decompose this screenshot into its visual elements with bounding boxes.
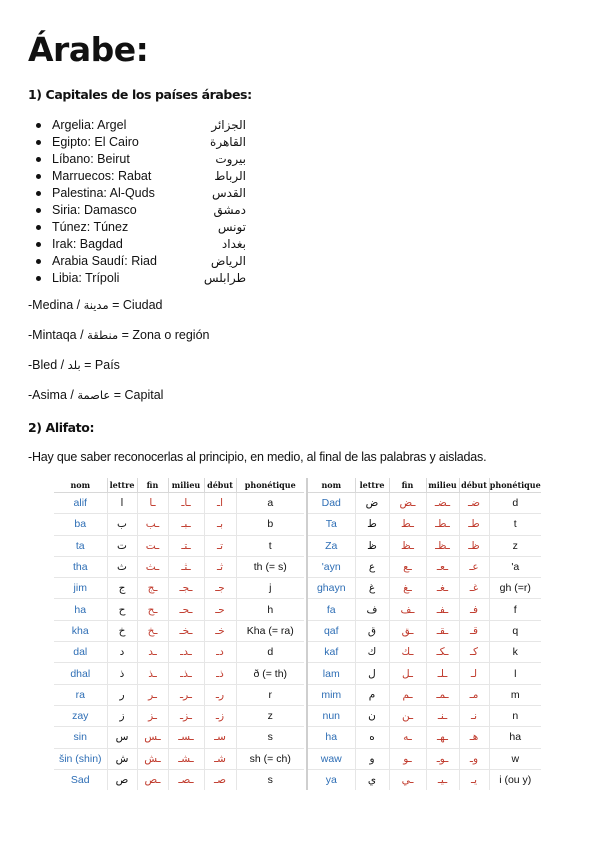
letter-final: ـف	[389, 599, 426, 620]
bullet-icon	[36, 123, 41, 128]
alphabet-table-left	[54, 478, 304, 790]
table-header-row	[307, 478, 541, 493]
capital-spanish: Líbano: Beirut	[52, 152, 130, 166]
table-row	[307, 599, 541, 620]
vocab-meaning: = Ciudad	[108, 298, 163, 312]
letter-final: ـي	[389, 769, 426, 790]
letter-phonetic: j	[236, 578, 304, 599]
capital-spanish: Arabia Saudí: Riad	[52, 254, 157, 268]
letter-phonetic: ha	[489, 727, 541, 748]
letter-initial: شـ	[204, 748, 236, 769]
letter-final: ـط	[389, 514, 426, 535]
header-fin: fin	[137, 478, 168, 493]
letter-name: ba	[54, 514, 107, 535]
vocab-meaning: = País	[80, 358, 120, 372]
letter-medial: ـسـ	[168, 727, 204, 748]
bullet-icon	[36, 225, 41, 230]
vocab-term: -Asima /	[28, 388, 78, 402]
letter-final: ـظ	[389, 535, 426, 556]
header-fin: fin	[389, 478, 426, 493]
letter-phonetic: l	[489, 663, 541, 684]
capital-arabic: الرباط	[214, 169, 246, 183]
letter-medial: ـزـ	[168, 705, 204, 726]
bullet-icon	[36, 174, 41, 179]
letter-name: dhal	[54, 663, 107, 684]
table-row	[307, 727, 541, 748]
letter-initial: رـ	[204, 684, 236, 705]
letter-medial: ـتـ	[168, 535, 204, 556]
letter-medial: ـدـ	[168, 642, 204, 663]
letter-final: ـو	[389, 748, 426, 769]
letter-phonetic: ð (= th)	[236, 663, 304, 684]
letter-name: Za	[307, 535, 355, 556]
bullet-icon	[36, 140, 41, 145]
letter-initial: غـ	[459, 578, 489, 599]
letter-final: ـم	[389, 684, 426, 705]
letter-isolated: ش	[107, 748, 137, 769]
table-row	[307, 620, 541, 641]
letter-phonetic: t	[489, 514, 541, 535]
capital-spanish: Egipto: El Cairo	[52, 135, 139, 149]
letter-final: ـس	[137, 727, 168, 748]
capital-arabic: طرابلس	[203, 271, 246, 285]
letter-medial: ـثـ	[168, 556, 204, 577]
letter-phonetic: sh (= ch)	[236, 748, 304, 769]
letter-isolated: ب	[107, 514, 137, 535]
letter-final: ـص	[137, 769, 168, 790]
letter-final: ـخ	[137, 620, 168, 641]
letter-final: ـش	[137, 748, 168, 769]
alphabet-table-right	[306, 478, 541, 790]
letter-name: ha	[54, 599, 107, 620]
letter-initial: بـ	[204, 514, 236, 535]
letter-isolated: خ	[107, 620, 137, 641]
letter-phonetic: d	[489, 493, 541, 514]
header-debut: début	[204, 478, 236, 493]
bullet-icon	[36, 259, 41, 264]
letter-medial: ـجـ	[168, 578, 204, 599]
letter-initial: سـ	[204, 727, 236, 748]
letter-initial: هـ	[459, 727, 489, 748]
letter-initial: عـ	[459, 556, 489, 577]
table-row	[307, 748, 541, 769]
capital-spanish: Palestina: Al-Quds	[52, 186, 155, 200]
letter-phonetic: s	[236, 727, 304, 748]
letter-name: mim	[307, 684, 355, 705]
bullet-icon	[36, 242, 41, 247]
letter-phonetic: f	[489, 599, 541, 620]
letter-isolated: ع	[355, 556, 389, 577]
letter-initial: جـ	[204, 578, 236, 599]
table-row	[307, 642, 541, 663]
letter-final: ـر	[137, 684, 168, 705]
header-lettre: lettre	[355, 478, 389, 493]
letter-initial: صـ	[204, 769, 236, 790]
vocab-term: -Mintaqa /	[28, 328, 88, 342]
letter-final: ـض	[389, 493, 426, 514]
letter-isolated: ض	[355, 493, 389, 514]
letter-medial: ـلـ	[426, 663, 459, 684]
letter-final: ـق	[389, 620, 426, 641]
vocab-term: -Bled /	[28, 358, 68, 372]
capital-spanish: Marruecos: Rabat	[52, 169, 152, 183]
letter-isolated: ا	[107, 493, 137, 514]
letter-initial: خـ	[204, 620, 236, 641]
letter-medial: ـعـ	[426, 556, 459, 577]
letter-isolated: ه	[355, 727, 389, 748]
capital-arabic: الرياض	[210, 254, 246, 268]
letter-medial: ـطـ	[426, 514, 459, 535]
letter-initial: قـ	[459, 620, 489, 641]
table-row	[54, 599, 304, 620]
capital-arabic: دمشق	[213, 203, 246, 217]
letter-initial: اـ	[204, 493, 236, 514]
letter-medial: ـذـ	[168, 663, 204, 684]
letter-phonetic: q	[489, 620, 541, 641]
letter-medial: ـصـ	[168, 769, 204, 790]
table-row	[54, 642, 304, 663]
table-row	[307, 705, 541, 726]
letter-isolated: ح	[107, 599, 137, 620]
letter-medial: ـضـ	[426, 493, 459, 514]
letter-medial: ـرـ	[168, 684, 204, 705]
letter-initial: كـ	[459, 642, 489, 663]
letter-name: ya	[325, 774, 337, 786]
letter-isolated: غ	[355, 578, 389, 599]
letter-isolated: و	[355, 748, 389, 769]
vocab-arabic: منطقة	[87, 328, 119, 342]
letter-name: ta	[54, 535, 107, 556]
letter-name: ghayn	[307, 578, 355, 599]
bullet-icon	[36, 208, 41, 213]
letter-phonetic: b	[236, 514, 304, 535]
letter-name: zay	[54, 705, 107, 726]
letter-phonetic: 'a	[489, 556, 541, 577]
letter-name: qaf	[307, 620, 355, 641]
letter-medial: ـغـ	[426, 578, 459, 599]
letter-name: Ta	[307, 514, 355, 535]
capital-arabic: القدس	[211, 186, 246, 200]
letter-name: 'ayn	[307, 556, 355, 577]
letter-isolated: ذ	[107, 663, 137, 684]
letter-final: ـح	[137, 599, 168, 620]
letter-phonetic: i (ou y)	[489, 769, 541, 790]
letter-final: ـا	[137, 493, 168, 514]
letter-initial: نـ	[459, 705, 489, 726]
letter-isolated: ن	[355, 705, 389, 726]
letter-initial: لـ	[459, 663, 489, 684]
letter-initial: طـ	[459, 514, 489, 535]
letter-initial: وـ	[459, 748, 489, 769]
table-row	[54, 705, 304, 726]
letter-initial: ذـ	[204, 663, 236, 684]
letter-isolated: ج	[107, 578, 137, 599]
section-capitals-heading: 1) Capitales de los países árabes:	[28, 87, 252, 102]
letter-phonetic: h	[236, 599, 304, 620]
letter-name: dal	[54, 642, 107, 663]
page-title: Árabe:	[28, 30, 149, 69]
letter-medial: ـكـ	[426, 642, 459, 663]
header-phonetique: phonétique	[489, 478, 541, 493]
letter-phonetic: th (= s)	[236, 556, 304, 577]
table-row	[54, 535, 304, 556]
letter-name: kha	[54, 620, 107, 641]
header-lettre: lettre	[107, 478, 137, 493]
letter-final: ـد	[137, 642, 168, 663]
vocab-arabic: عاصمة	[77, 388, 111, 402]
letter-initial: دـ	[204, 642, 236, 663]
letter-medial: ـنـ	[426, 705, 459, 726]
letter-final: ـع	[389, 556, 426, 577]
header-phonetique: phonétique	[236, 478, 304, 493]
letter-name: ra	[54, 684, 107, 705]
table-row	[54, 578, 304, 599]
letter-isolated: د	[107, 642, 137, 663]
letter-name: šin (shin)	[54, 748, 107, 769]
letter-initial: ضـ	[459, 493, 489, 514]
letter-isolated: ي	[355, 769, 389, 790]
letter-phonetic: m	[489, 684, 541, 705]
letter-final: ـث	[137, 556, 168, 577]
vocab-line-mintaqa	[28, 328, 210, 342]
letter-phonetic: z	[489, 535, 541, 556]
bullet-icon	[36, 276, 41, 281]
letter-isolated: ت	[107, 535, 137, 556]
letter-isolated: م	[355, 684, 389, 705]
table-row	[307, 663, 541, 684]
letter-name: tha	[54, 556, 107, 577]
capital-arabic: القاهرة	[210, 135, 246, 149]
table-row	[307, 578, 541, 599]
letter-isolated: س	[107, 727, 137, 748]
header-milieu: milieu	[426, 478, 459, 493]
letter-isolated: ط	[355, 514, 389, 535]
capital-spanish: Siria: Damasco	[52, 203, 137, 217]
letter-isolated: ص	[107, 769, 137, 790]
letter-isolated: ز	[107, 705, 137, 726]
table-row	[54, 556, 304, 577]
letter-initial: ظـ	[459, 535, 489, 556]
letter-medial: ـمـ	[426, 684, 459, 705]
table-row	[54, 514, 304, 535]
letter-final: ـل	[389, 663, 426, 684]
letter-medial: ـيـ	[426, 769, 459, 790]
table-row	[307, 556, 541, 577]
letter-final: ـج	[137, 578, 168, 599]
vocab-arabic: مدينة	[83, 298, 109, 312]
header-milieu: milieu	[168, 478, 204, 493]
letter-name: waw	[307, 748, 355, 769]
letter-isolated: ظ	[355, 535, 389, 556]
capital-spanish: Irak: Bagdad	[52, 237, 123, 251]
capital-arabic: بغداد	[221, 237, 246, 251]
table-row	[307, 493, 541, 514]
letter-name: Sad	[70, 774, 90, 786]
table-row	[54, 727, 304, 748]
table-row	[54, 663, 304, 684]
bullet-icon	[36, 157, 41, 162]
letter-name: Dad	[307, 493, 355, 514]
vocab-meaning: = Capital	[110, 388, 164, 402]
capital-spanish: Libia: Trípoli	[52, 271, 120, 285]
letter-name: fa	[307, 599, 355, 620]
vocab-line-medina	[28, 298, 163, 312]
table-row	[54, 748, 304, 769]
letter-medial: ـقـ	[426, 620, 459, 641]
letter-medial: ـحـ	[168, 599, 204, 620]
letter-isolated: ف	[355, 599, 389, 620]
letter-final: ـن	[389, 705, 426, 726]
table-row	[54, 620, 304, 641]
capital-arabic: بيروت	[215, 152, 246, 166]
letter-isolated: ق	[355, 620, 389, 641]
letter-isolated: ث	[107, 556, 137, 577]
section-alifato-heading: 2) Alifato:	[28, 420, 95, 435]
bullet-icon	[36, 191, 41, 196]
letter-phonetic: t	[236, 535, 304, 556]
letter-final: ـب	[137, 514, 168, 535]
letter-phonetic: Kha (= ra)	[236, 620, 304, 641]
table-row	[54, 493, 304, 514]
letter-isolated: ل	[355, 663, 389, 684]
letter-final: ـه	[389, 727, 426, 748]
letter-initial: يـ	[459, 769, 489, 790]
letter-final: ـت	[137, 535, 168, 556]
table-row	[307, 535, 541, 556]
table-header-row	[54, 478, 304, 493]
letter-name: alif	[54, 493, 107, 514]
vocab-term: -Medina /	[28, 298, 84, 312]
header-nom: nom	[307, 478, 355, 493]
letter-name: jim	[54, 578, 107, 599]
letter-name: kaf	[307, 642, 355, 663]
letter-phonetic: gh (=r)	[489, 578, 541, 599]
letter-medial: ـفـ	[426, 599, 459, 620]
alifato-intro-text: -Hay que saber reconocerlas al principio, en medio, al final de las palabras y aisladas.	[28, 450, 487, 464]
letter-name: ha	[307, 727, 355, 748]
letter-final: ـك	[389, 642, 426, 663]
table-row	[307, 769, 541, 790]
letter-phonetic: n	[489, 705, 541, 726]
vocab-arabic: بلد	[67, 358, 81, 372]
table-row	[54, 769, 304, 790]
letter-medial: ـاـ	[168, 493, 204, 514]
letter-name: nun	[307, 705, 355, 726]
letter-phonetic: s	[236, 769, 304, 790]
letter-initial: ثـ	[204, 556, 236, 577]
capital-arabic: الجزائر	[211, 118, 246, 132]
letter-medial: ـشـ	[168, 748, 204, 769]
letter-final: ـز	[137, 705, 168, 726]
letter-initial: زـ	[204, 705, 236, 726]
vocab-meaning: = Zona o región	[118, 328, 210, 342]
header-debut: début	[459, 478, 489, 493]
letter-initial: فـ	[459, 599, 489, 620]
capital-arabic: تونس	[217, 220, 246, 234]
letter-name: lam	[307, 663, 355, 684]
letter-phonetic: k	[489, 642, 541, 663]
letter-initial: حـ	[204, 599, 236, 620]
letter-phonetic: w	[489, 748, 541, 769]
table-row	[307, 684, 541, 705]
letter-phonetic: z	[236, 705, 304, 726]
letter-medial: ـوـ	[426, 748, 459, 769]
capital-spanish: Túnez: Túnez	[52, 220, 129, 234]
letter-medial: ـبـ	[168, 514, 204, 535]
capital-spanish: Argelia: Argel	[52, 118, 127, 132]
table-row	[307, 514, 541, 535]
letter-isolated: ر	[107, 684, 137, 705]
vocab-line-asima	[28, 388, 163, 402]
letter-phonetic: d	[236, 642, 304, 663]
letter-name: sin	[54, 727, 107, 748]
letter-medial: ـظـ	[426, 535, 459, 556]
vocab-line-bled	[28, 358, 120, 372]
header-nom: nom	[54, 478, 107, 493]
letter-final: ـذ	[137, 663, 168, 684]
letter-phonetic: a	[236, 493, 304, 514]
letter-initial: تـ	[204, 535, 236, 556]
letter-final: ـغ	[389, 578, 426, 599]
letter-initial: مـ	[459, 684, 489, 705]
letter-medial: ـهـ	[426, 727, 459, 748]
letter-isolated: ك	[355, 642, 389, 663]
letter-medial: ـخـ	[168, 620, 204, 641]
letter-phonetic: r	[236, 684, 304, 705]
table-row	[54, 684, 304, 705]
